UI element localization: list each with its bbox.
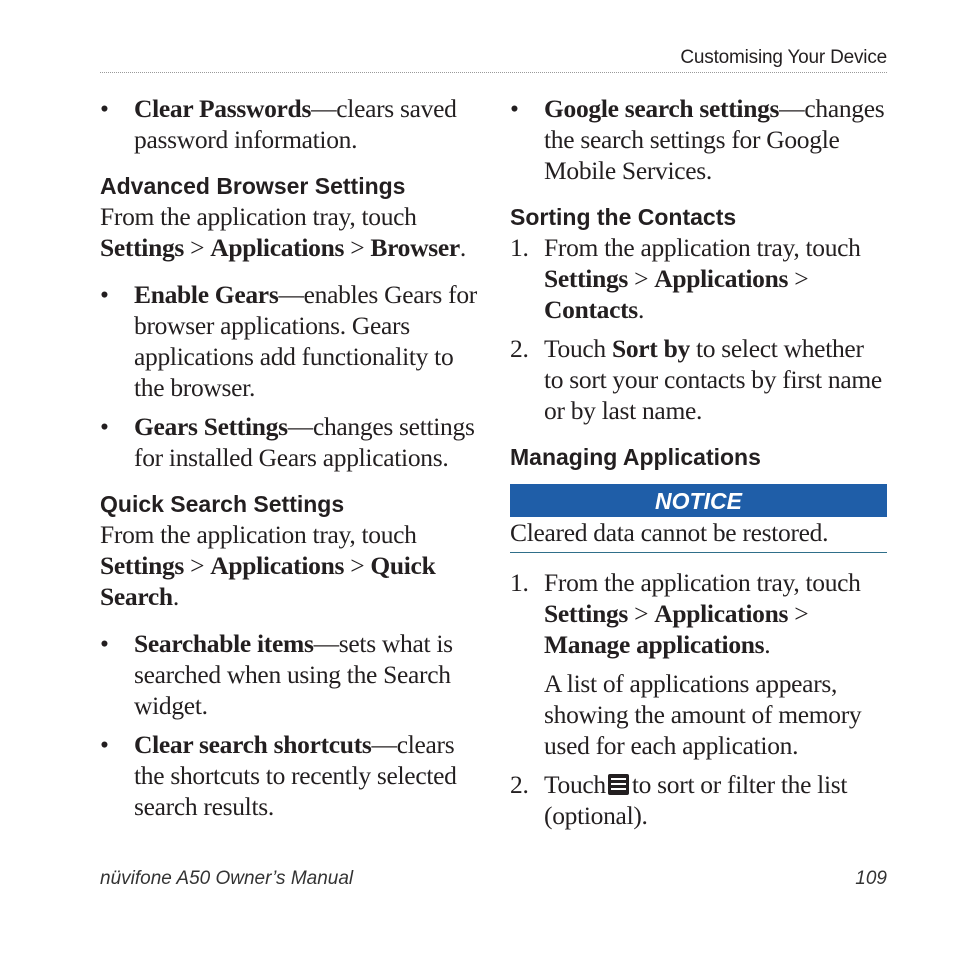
bullet-desc: —sets what is searched when using the Search widget. bbox=[134, 629, 453, 720]
left-column bbox=[100, 93, 480, 822]
bullet-google-search-settings bbox=[510, 93, 887, 186]
path-browser: Browser bbox=[370, 233, 460, 262]
bullet-marker: • bbox=[100, 412, 109, 441]
path-separator: > bbox=[344, 551, 371, 580]
path-separator: > bbox=[344, 233, 371, 262]
step-term: Sort by bbox=[611, 334, 690, 363]
notice-label: NOTICE bbox=[510, 484, 887, 517]
running-header: Customising Your Device bbox=[680, 47, 887, 68]
path-settings: Settings bbox=[100, 551, 185, 580]
path-separator: > bbox=[184, 551, 211, 580]
path-applications: Applications bbox=[210, 233, 345, 262]
menu-icon bbox=[608, 774, 629, 795]
section-heading-managing-applications: Managing Applications bbox=[510, 444, 761, 470]
step-number: 1. bbox=[510, 233, 529, 262]
bullet-searchable-items bbox=[100, 628, 480, 721]
step-number: 2. bbox=[510, 334, 529, 363]
bullet-enable-gears bbox=[100, 279, 480, 403]
bullet-desc: —enables Gears for browser applications. Gears applications add functionality to the browser. bbox=[134, 280, 477, 402]
quick-intro-paragraph bbox=[100, 519, 480, 612]
path-separator: > bbox=[788, 264, 809, 293]
path-settings: Settings bbox=[544, 264, 629, 293]
managing-step-2 bbox=[510, 769, 887, 831]
step-text: to sort or filter the list (optional). bbox=[544, 770, 848, 830]
header-divider bbox=[100, 72, 887, 73]
path-separator: > bbox=[184, 233, 211, 262]
intro-text: From the application tray, touch bbox=[100, 520, 417, 549]
sorting-step-1 bbox=[510, 232, 887, 325]
bullet-marker: • bbox=[100, 629, 109, 658]
path-settings: Settings bbox=[544, 599, 629, 628]
footer-manual-title: nüvifone A50 Owner’s Manual bbox=[100, 868, 354, 889]
path-applications: Applications bbox=[210, 551, 345, 580]
path-settings: Settings bbox=[100, 233, 185, 262]
bullet-term: Enable Gears bbox=[134, 280, 279, 309]
bullet-clear-search-shortcuts bbox=[100, 729, 480, 822]
bullet-term: Google search settings bbox=[544, 94, 780, 123]
path-separator: > bbox=[628, 599, 655, 628]
step-text: Touch bbox=[544, 770, 606, 799]
intro-text: From the application tray, touch bbox=[100, 202, 417, 231]
bullet-marker: • bbox=[100, 730, 109, 759]
path-period: . bbox=[637, 295, 645, 324]
bullet-term: Clear search shortcuts bbox=[134, 730, 372, 759]
path-period: . bbox=[172, 582, 179, 611]
page-number: 109 bbox=[855, 868, 887, 889]
path-manage-applications: Manage applications bbox=[544, 630, 765, 659]
step-number: 2. bbox=[510, 770, 529, 799]
bullet-gears-settings bbox=[100, 411, 480, 473]
right-column bbox=[510, 93, 887, 831]
path-applications: Applications bbox=[654, 599, 789, 628]
bullet-term: Clear Passwords bbox=[134, 94, 312, 123]
path-applications: Applications bbox=[654, 264, 789, 293]
advanced-intro-paragraph bbox=[100, 201, 480, 263]
bullet-clear-passwords bbox=[100, 93, 480, 155]
bullet-term: Searchable items bbox=[134, 629, 314, 658]
notice-text: Cleared data cannot be restored. bbox=[510, 517, 887, 553]
section-heading-quick-search: Quick Search Settings bbox=[100, 491, 345, 517]
bullet-term: Gears Settings bbox=[134, 412, 288, 441]
bullet-marker: • bbox=[510, 94, 519, 123]
section-heading-advanced-browser: Advanced Browser Settings bbox=[100, 173, 406, 199]
step-text: From the application tray, touch bbox=[544, 568, 861, 597]
bullet-marker: • bbox=[100, 94, 109, 123]
managing-step-1 bbox=[510, 567, 887, 660]
step-text: From the application tray, touch bbox=[544, 233, 861, 262]
path-separator: > bbox=[628, 264, 655, 293]
path-quick-search: Quick Search bbox=[100, 551, 436, 611]
bullet-desc: —clears the shortcuts to recently selected search results. bbox=[134, 730, 457, 821]
notice-box bbox=[510, 484, 887, 553]
path-separator: > bbox=[788, 599, 809, 628]
bullet-desc: —changes settings for installed Gears applications. bbox=[134, 412, 475, 472]
path-period: . bbox=[459, 233, 466, 262]
step-text: to select whether to sort your contacts by first name or by last name. bbox=[544, 334, 882, 425]
managing-step-1-note: A list of applications appears, showing the amount of memory used for each application. bbox=[544, 669, 862, 760]
path-period: . bbox=[764, 630, 771, 659]
bullet-desc: —clears saved password information. bbox=[134, 94, 457, 154]
bullet-desc: —changes the search settings for Google Mobile Services. bbox=[544, 94, 885, 185]
step-text: Touch bbox=[544, 334, 612, 363]
sorting-step-2 bbox=[510, 333, 887, 426]
path-contacts: Contacts bbox=[544, 295, 638, 324]
section-heading-sorting-contacts: Sorting the Contacts bbox=[510, 204, 737, 230]
bullet-marker: • bbox=[100, 280, 109, 309]
step-number: 1. bbox=[510, 568, 529, 597]
